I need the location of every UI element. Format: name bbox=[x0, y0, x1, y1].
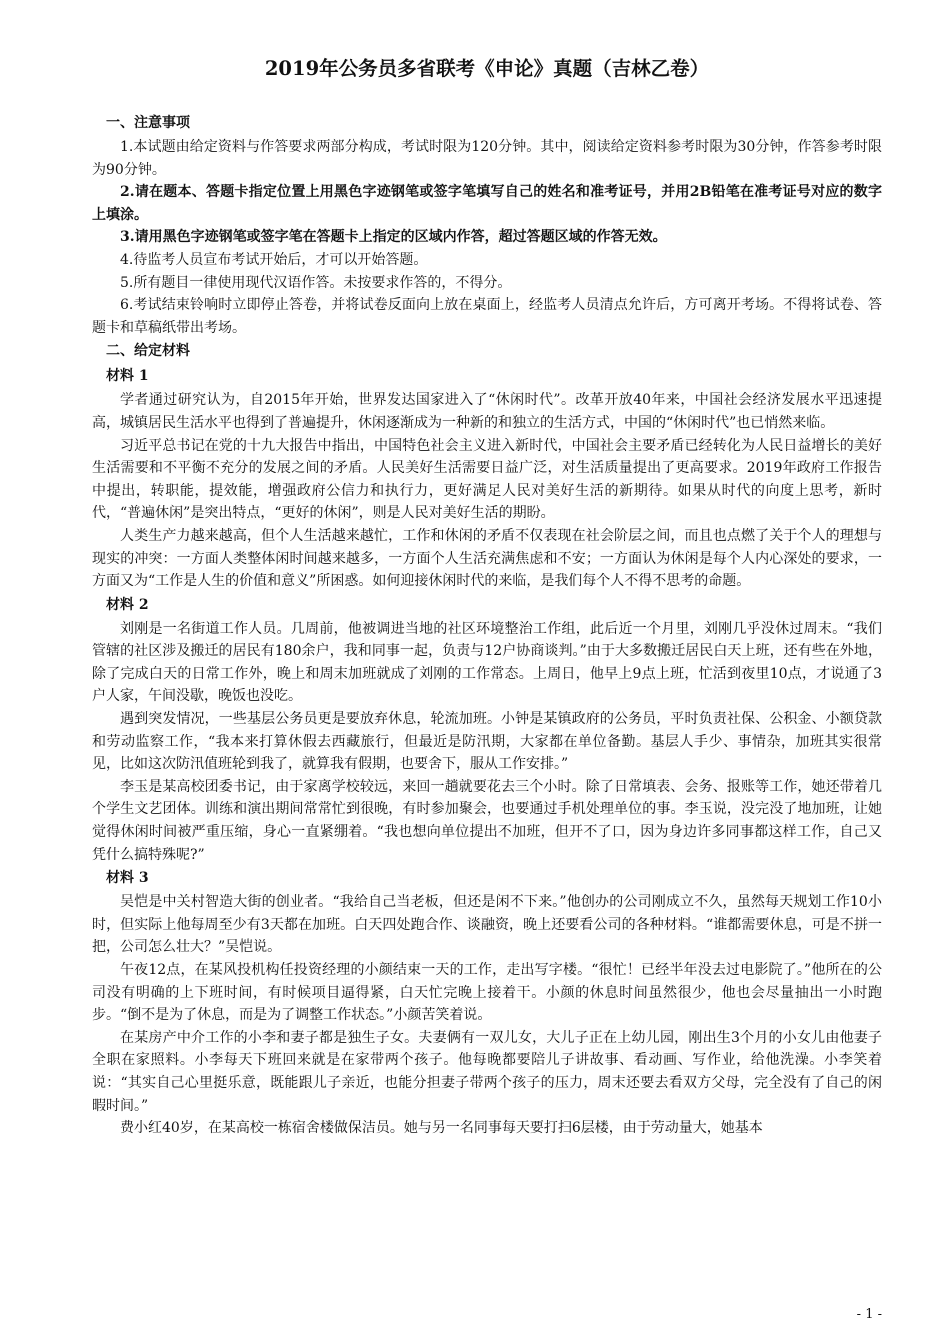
note-item-1: 1.本试题由给定资料与作答要求两部分构成，考试时限为120分钟。其中，阅读给定资料参考时限为30分钟，作答参考时限为90分钟。 bbox=[92, 139, 882, 178]
material-3-paragraph: 在某房产中介工作的小李和妻子都是独生子女。夫妻俩有一双儿女，大儿子正在上幼儿园，刚出生3个月的小女儿由他妻子全职在家照料。小李每天下班回来就是在家带两个孩子。他每晚都要陪儿子讲故事、看动画、写作业，给他洗澡。小李笑着说：“其实自己心里挺乐意，既能跟儿子亲近，也能分担妻子带两个孩子的压力，周末还要去看双方父母，完全没有了自己的闲暇时间。” bbox=[92, 1029, 882, 1114]
page-number: - 1 - bbox=[856, 1307, 882, 1322]
material-1-paragraph: 人类生产力越来越高，但个人生活越来越忙，工作和休闲的矛盾不仅表现在社会阶层之间，而且也点燃了关于个人的理想与现实的冲突：一方面人类整体闲时间越来越多，一方面个人生活充满焦虑和不安；一方面认为休闲是每个人内心深处的要求，一方面又为“工作是人生的价值和意义”所困惑。如何迎接休闲时代的来临，是我们每个人不得不思考的命题。 bbox=[92, 527, 882, 590]
material-1-paragraph: 学者通过研究认为，自2015年开始，世界发达国家进入了“休闲时代”。改革开放40年来，中国社会经济发展水平迅速提高，城镇居民生活水平也得到了普遍提升，休闲逐渐成为一种新的和独立的生活方式，中国的“休闲时代”也已悄然来临。 bbox=[92, 392, 882, 431]
note-item-6: 6.考试结束铃响时立即停止答卷，并将试卷反面向上放在桌面上，经监考人员清点允许后，方可离开考场。不得将试卷、答题卡和草稿纸带出考场。 bbox=[92, 297, 882, 336]
material-3-paragraph: 费小红40岁，在某高校一栋宿舍楼做保洁员。她与另一名同事每天要打扫6层楼，由于劳动量大，她基本 bbox=[120, 1120, 763, 1137]
material-1-label: 材料 1 bbox=[106, 368, 149, 385]
material-2-paragraph: 刘刚是一名街道工作人员。几周前，他被调进当地的社区环境整治工作组，此后近一个月里，刘刚几乎没休过周末。“我们管辖的社区涉及搬迁的居民有180余户，我和同事一起，负责与12户协商谈判。”由于大多数搬迁居民白天上班，还有些在外地，除了完成白天的日常工作外，晚上和周末加班就成了刘刚的工作常态。上周日，他早上9点上班，忙活到夜里10点，才说通了3户人家，午间没歇，晚饭也没吃。 bbox=[92, 620, 882, 705]
note-item-5: 5.所有题目一律使用现代汉语作答。未按要求作答的，不得分。 bbox=[120, 274, 512, 291]
section-heading-notes: 一、注意事项 bbox=[106, 115, 190, 131]
material-2-label: 材料 2 bbox=[106, 596, 149, 613]
note-item-4: 4.待监考人员宣布考试开始后，才可以开始答题。 bbox=[120, 251, 428, 268]
material-3-paragraph: 午夜12点，在某风投机构任投资经理的小颜结束一天的工作，走出写字楼。“很忙！已经半年没去过电影院了。”他所在的公司没有明确的上下班时间，有时候项目逼得紧，白天忙完晚上接着干。小颜的休息时间虽然很少，他也会尽量抽出一小时跑步。“倒不是为了休息，而是为了调整工作状态。”小颜苦笑着说。 bbox=[92, 962, 882, 1024]
note-item-2: 2.请在题本、答题卡指定位置上用黑色字迹钢笔或签字笔填写自己的姓名和准考证号，并用2B铅笔在准考证号对应的数字上填涂。 bbox=[92, 184, 882, 223]
material-3-label: 材料 3 bbox=[106, 870, 149, 887]
material-2-paragraph: 李玉是某高校团委书记，由于家离学校较远，来回一趟就要花去三个小时。除了日常填表、会务、报账等工作，她还带着几个学生文艺团体。训练和演出期间常常忙到很晚，有时参加聚会，也要通过手机处理单位的事。李玉说，没完没了地加班，让她觉得休闲时间被严重压缩，身心一直紧绷着。“我也想向单位提出不加班，但开不了口，因为身边许多同事都这样工作，自己又凭什么搞特殊呢?” bbox=[92, 778, 882, 863]
material-1-paragraph: 习近平总书记在党的十九大报告中指出，中国特色社会主义进入新时代，中国社会主要矛盾已经转化为人民日益增长的美好生活需要和不平衡不充分的发展之间的矛盾。人民美好生活需要日益广泛，对生活质量提出了更高要求。2019年政府工作报告中提出，转职能，提效能，增强政府公信力和执行力，更好满足人民对美好生活的新期待。如果从时代的向度上思考，新时代，“普遍休闲”是突出特点，“更好的休闲”，则是人民对美好生活的期盼。 bbox=[92, 437, 882, 522]
material-2-paragraph: 遇到突发情况，一些基层公务员更是要放弃休息，轮流加班。小钟是某镇政府的公务员，平时负责社保、公积金、小额贷款和劳动监察工作，“我本来打算休假去西藏旅行，但最近是防汛期，大家都在单位备勤。基层人手少、事情杂，加班其实很常见，比如这次防汛值班轮到我了，就算我有假期，也要舍下，服从工作安排。” bbox=[92, 711, 882, 773]
note-item-3: 3.请用黑色字迹钢笔或签字笔在答题卡上指定的区域内作答，超过答题区域的作答无效。 bbox=[120, 229, 667, 246]
page-title: 2019年公务员多省联考《申论》真题（吉林乙卷） bbox=[264, 57, 710, 80]
document-page bbox=[92, 56, 882, 1140]
material-3-paragraph: 吴恺是中关村智造大街的创业者。“我给自己当老板，但还是闲不下来。”他创办的公司刚成立不久，虽然每天规划工作10小时，但实际上他每周至少有3天都在加班。白天四处跑合作、谈融资，晚上还要看公司的各种材料。“谁都需要休息，可是不拼一把，公司怎么壮大？”吴恺说。 bbox=[92, 894, 882, 956]
section-heading-materials: 二、给定材料 bbox=[106, 343, 190, 360]
